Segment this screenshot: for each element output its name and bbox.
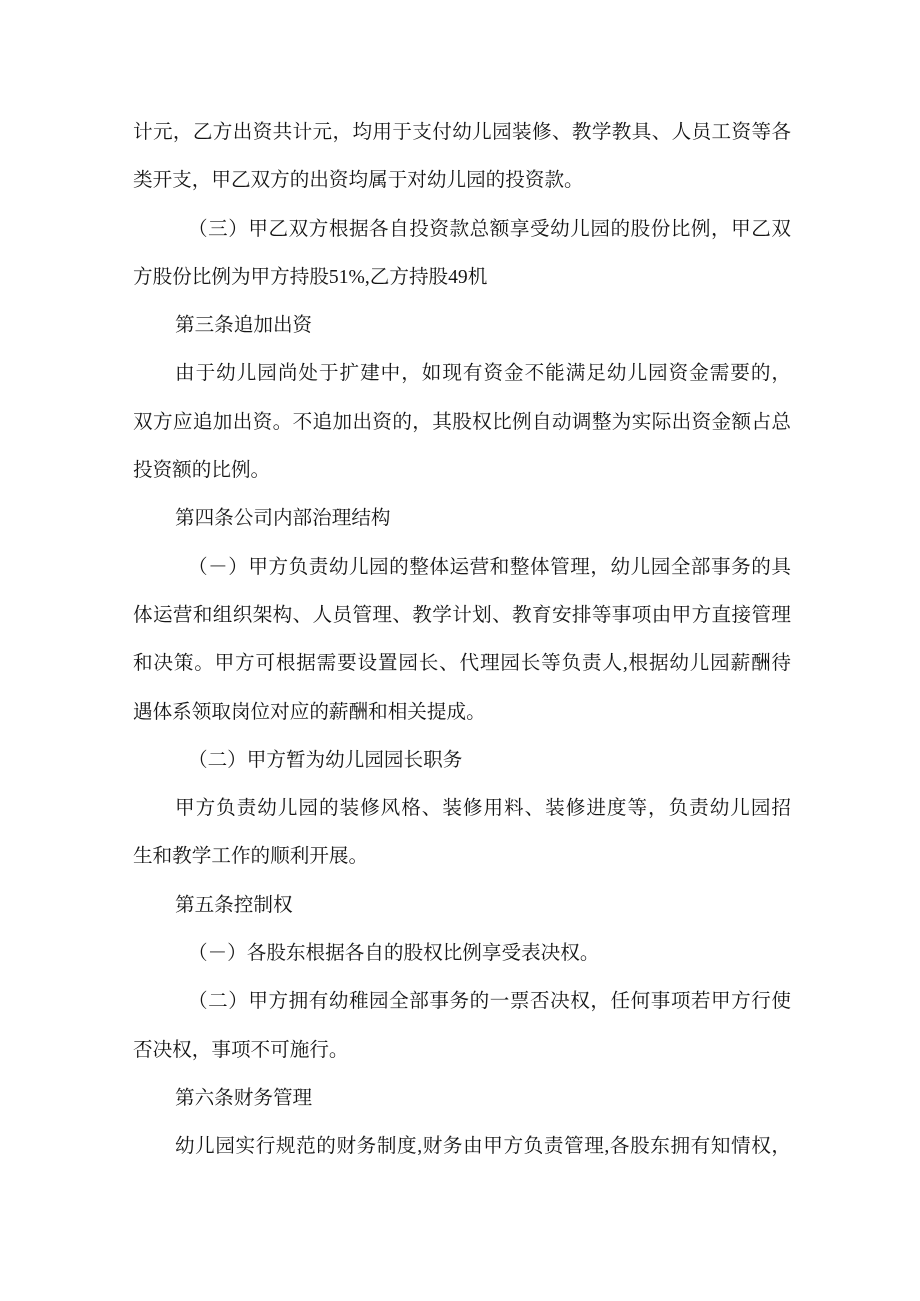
document-body	[133, 109, 791, 1172]
paragraph-line: 方股份比例为甲方持股51%,乙方持股49机	[133, 266, 488, 288]
paragraph-line: 类开支，甲乙双方的出资均属于对幼儿园的投资款。	[133, 170, 584, 192]
paragraph-line: 由于幼儿园尚处于扩建中，如现有资金不能满足幼儿园资金需要的，	[175, 363, 791, 385]
paragraph-line: 计元，乙方出资共计元，均用于支付幼儿园装修、教学教具、人员工资等各	[133, 122, 791, 143]
paragraph-line: 体运营和组织架构、人员管理、教学计划、教育安排等事项由甲方直接管理	[133, 604, 791, 626]
paragraph-line: 幼儿园实行规范的财务制度,财务由甲方负责管理,各股东拥有知情权，	[175, 1136, 791, 1158]
paragraph-line: （二）甲方暂为幼儿园园长职务	[188, 749, 463, 771]
section-heading: 第四条公司内部治理结构	[175, 508, 391, 530]
paragraph-line: （三）甲乙双方根据各自投资款总额享受幼儿园的股份比例，甲乙双	[188, 218, 791, 240]
paragraph-line: （－）甲方负责幼儿园的整体运营和整体管理，幼儿园全部事务的具	[188, 556, 791, 578]
section-heading: 第三条追加出资	[175, 315, 313, 337]
paragraph-line: 遇体系领取岗位对应的薪酬和相关提成。	[133, 701, 486, 723]
paragraph-line: 否决权，事项不可施行。	[133, 1039, 349, 1061]
paragraph-line: 甲方负责幼儿园的装修风格、装修用料、装修进度等，负责幼儿园招	[175, 798, 791, 820]
paragraph-line: 生和教学工作的顺利开展。	[133, 846, 369, 868]
paragraph-line: （－）各股东根据各自的股权比例享受表决权。	[188, 943, 600, 965]
section-heading: 第六条财务管理	[175, 1087, 313, 1109]
paragraph-line: 和决策。甲方可根据需要设置园长、代理园长等负责人,根据幼儿园薪酬待	[133, 653, 791, 675]
paragraph-line: 投资额的比例。	[133, 460, 271, 482]
paragraph-line: （二）甲方拥有幼稚园全部事务的一票否决权，任何事项若甲方行使	[188, 991, 791, 1013]
section-heading: 第五条控制权	[175, 894, 293, 916]
paragraph-line: 双方应追加出资。不追加出资的，其股权比例自动调整为实际出资金额占总	[133, 411, 791, 433]
